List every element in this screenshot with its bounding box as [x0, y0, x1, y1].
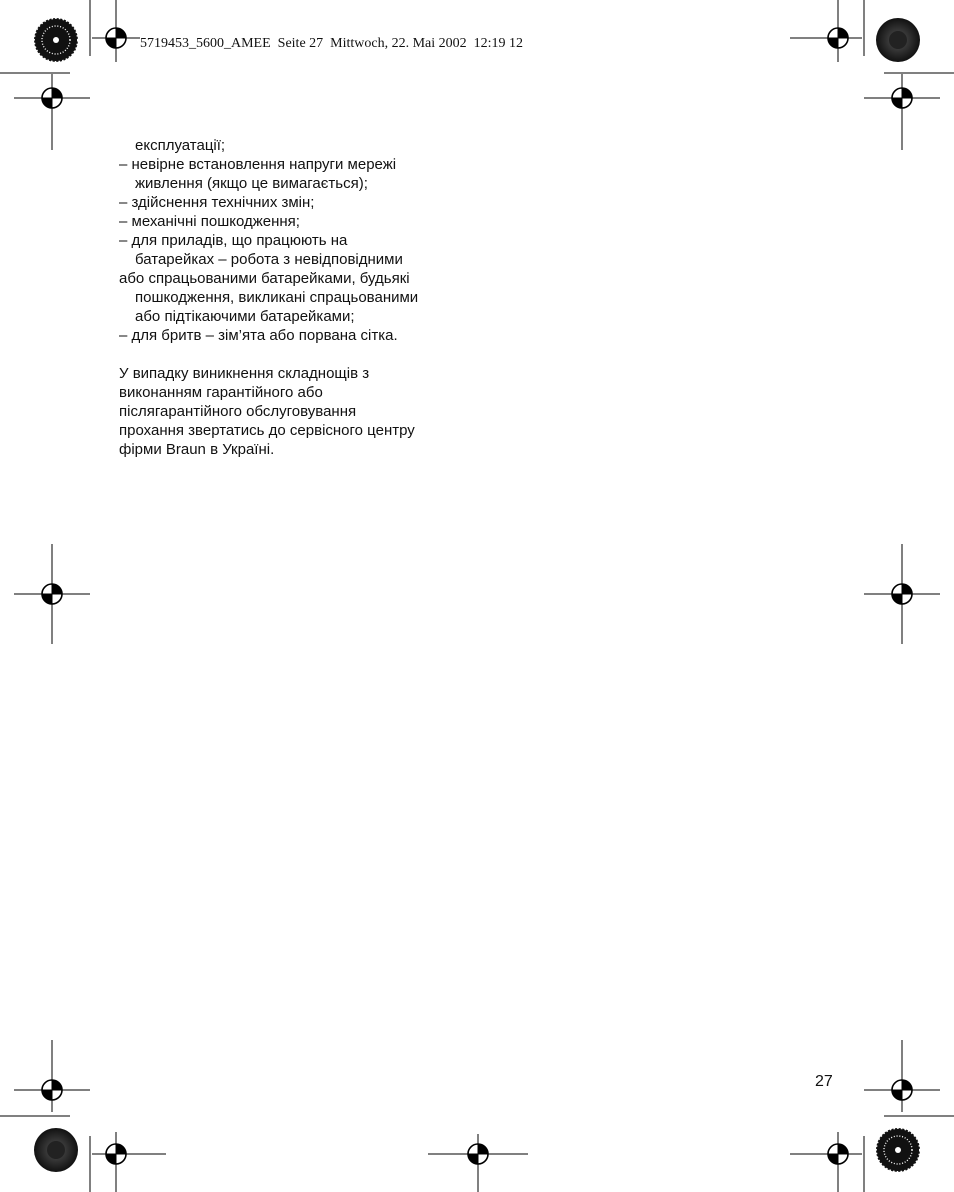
list-line: – здійснення технічних змін;	[119, 194, 315, 211]
paragraph-line: післягарантійного обслуговування	[119, 403, 357, 420]
list-line: – для бритв – зім’ята або порвана сітка.	[119, 327, 398, 344]
star-target-top-left	[34, 18, 78, 62]
print-slug: 5719453_5600_AMEE Seite 27 Mittwoch, 22. Mai 2002 12:19 12	[140, 36, 524, 51]
list-line: або підтікаючими батарейками;	[135, 308, 355, 325]
list-line: пошкодження, викликані спрацьованими	[135, 289, 419, 306]
list-line: – невірне встановлення напруги мережі	[119, 156, 397, 173]
star-target-top-right	[876, 18, 920, 62]
page-number: 27	[815, 1073, 833, 1090]
list-line: експлуатації;	[135, 137, 226, 154]
paragraph-line: прохання звертатись до сервісного центру	[119, 422, 415, 439]
paragraph-line: У випадку виникнення складнощів з	[119, 365, 370, 382]
list-line: – для приладів, що працюють на	[119, 232, 348, 249]
paragraph-gap	[119, 345, 479, 364]
paragraph-line: фірми Braun в Україні.	[119, 441, 275, 458]
list-line: живлення (якщо це вимагається);	[135, 175, 368, 192]
warranty-text	[119, 136, 479, 459]
paragraph-line: виконанням гарантійного або	[119, 384, 323, 401]
star-target-bottom-left	[34, 1128, 78, 1172]
list-line: батарейках – робота з невідповідними	[135, 251, 403, 268]
list-line: або спрацьованими батарейками, будьякі	[119, 270, 410, 287]
star-target-bottom-right	[876, 1128, 920, 1172]
list-line: – механічні пошкодження;	[119, 213, 300, 230]
